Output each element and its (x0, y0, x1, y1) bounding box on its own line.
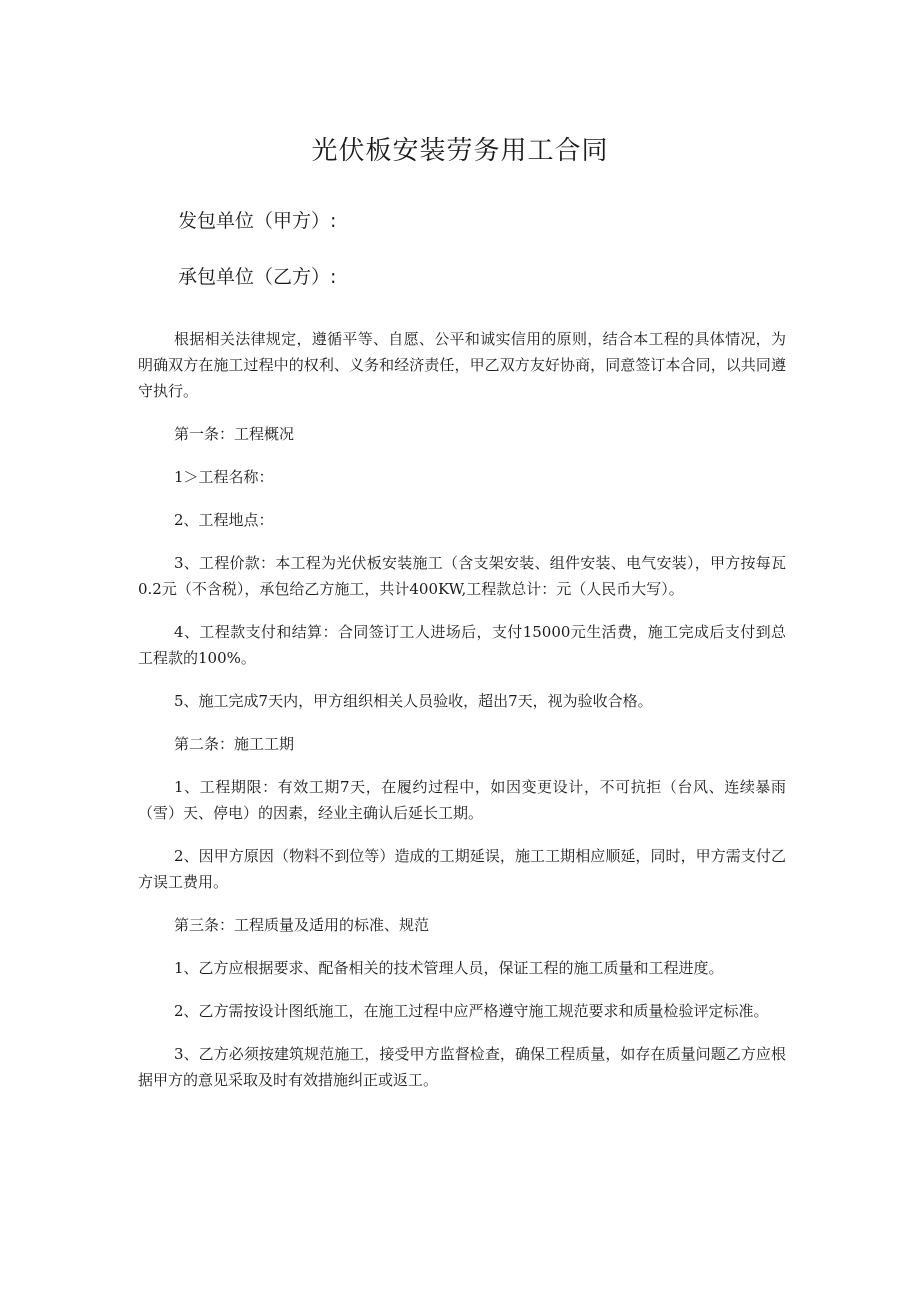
article-2-item-2: 2、因甲方原因（物料不到位等）造成的工期延误，施工工期相应顺延，同时，甲方需支付乙方误工费用。 (138, 847, 786, 891)
article-3-heading: 第三条：工程质量及适用的标准、规范 (174, 916, 430, 934)
article-2-heading: 第二条：施工工期 (174, 735, 295, 753)
preamble-paragraph: 根据相关法律规定，遵循平等、自愿、公平和诚实信用的原则，结合本工程的具体情况，为明确双方在施工过程中的权利、义务和经济责任，甲乙双方友好协商，同意签订本合同，以共同遵守执行。 (138, 330, 786, 400)
article-1-item-3: 3、工程价款：本工程为光伏板安装施工（含支架安装、组件安装、电气安装），甲方按每瓦0.2元（不含税），承包给乙方施工，共计400KW,工程款总计：元（人民币大写）。 (138, 554, 786, 598)
article-3-item-1: 1、乙方应根据要求、配备相关的技术管理人员，保证工程的施工质量和工程进度。 (174, 959, 724, 977)
party-b-line: 承包单位（乙方）: (178, 266, 337, 288)
party-a-line: 发包单位（甲方）: (178, 210, 337, 232)
article-1-item-2: 2、工程地点： (174, 511, 274, 529)
contract-title: 光伏板安装劳务用工合同 (311, 136, 609, 166)
contract-body (138, 326, 786, 1110)
article-1-item-1: 1＞工程名称： (174, 468, 274, 486)
article-1-item-5: 5、施工完成7天内，甲方组织相关人员验收，超出7天，视为验收合格。 (174, 692, 653, 710)
article-3-item-3: 3、乙方必须按建筑规范施工，接受甲方监督检查，确保工程质量，如存在质量问题乙方应根据甲方的意见采取及时有效措施纠正或返工。 (138, 1045, 786, 1089)
article-2-item-1: 1、工程期限：有效工期7天，在履约过程中，如因变更设计，不可抗拒（台风、连续暴雨（雪）天、停电）的因素，经业主确认后延长工期。 (138, 778, 786, 822)
article-1-heading: 第一条：工程概况 (174, 425, 295, 443)
article-1-item-4: 4、工程款支付和结算：合同签订工人进场后，支付15000元生活费，施工完成后支付到总工程款的100%。 (138, 623, 786, 667)
article-3-item-2: 2、乙方需按设计图纸施工，在施工过程中应严格遵守施工规范要求和质量检验评定标准。 (174, 1002, 769, 1020)
